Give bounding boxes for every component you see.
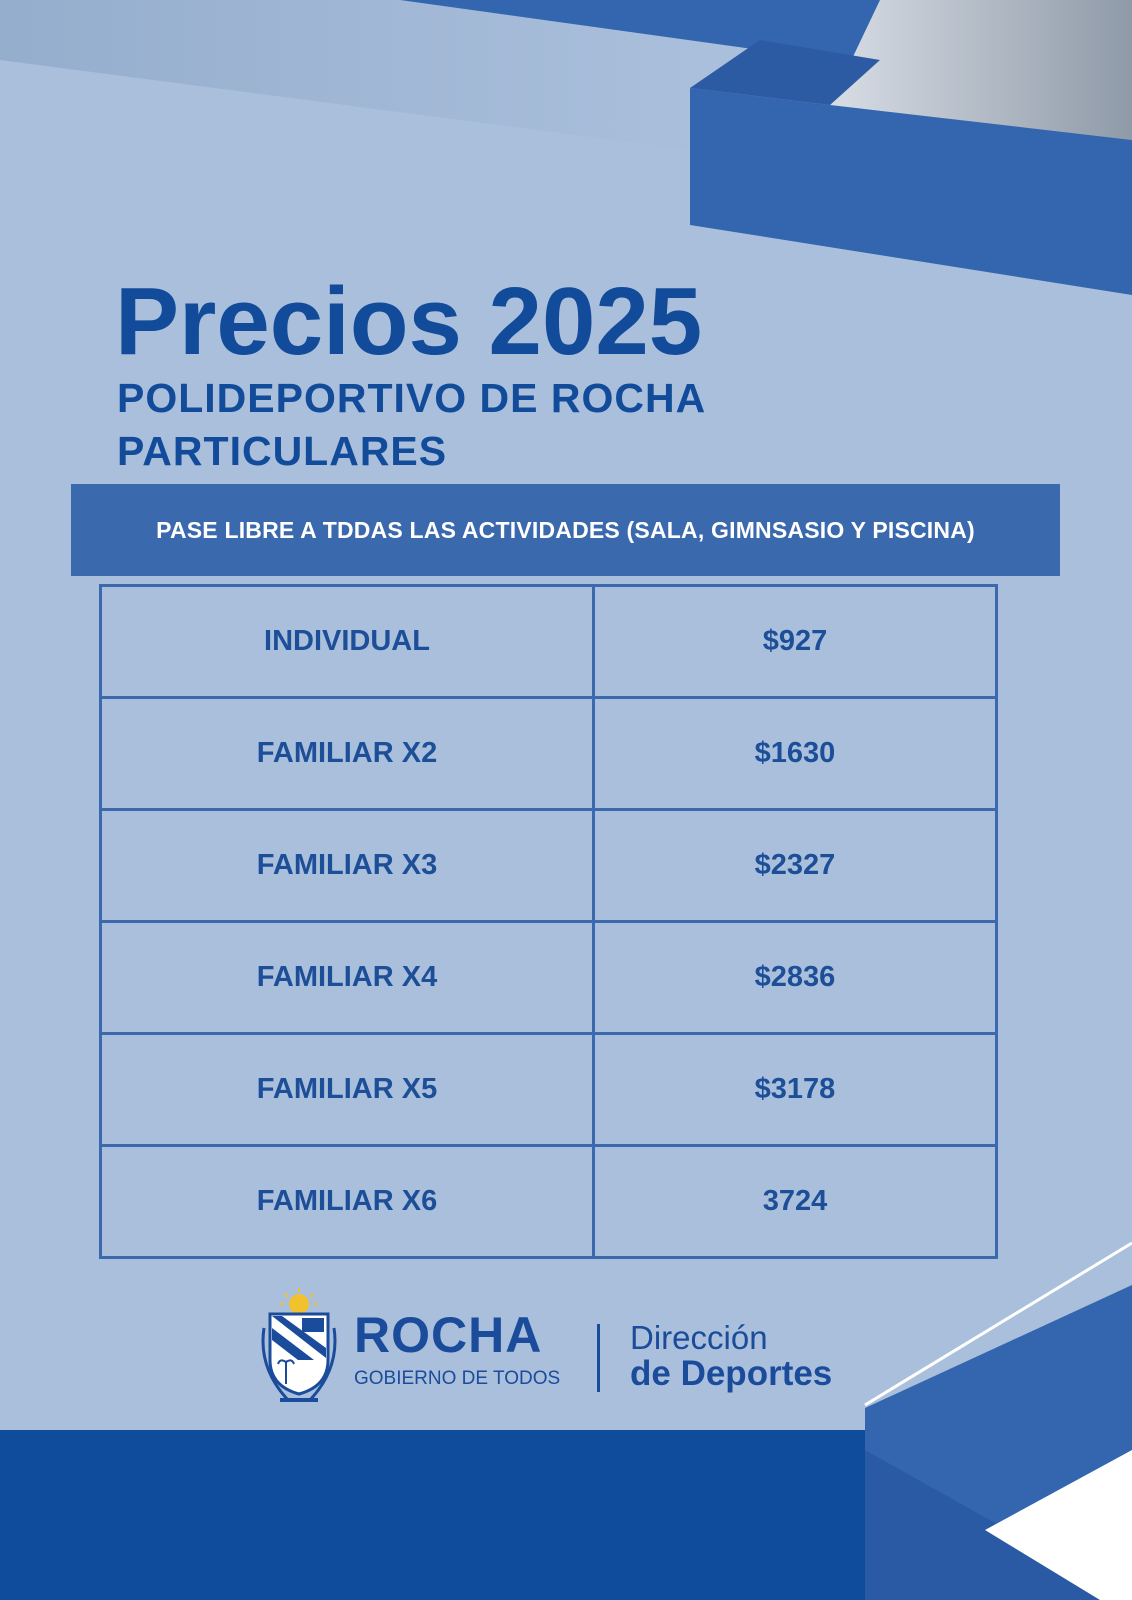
department-label-line2: de Deportes [630,1354,833,1393]
logo-wordmark: ROCHA [354,1307,543,1363]
logo-tagline: GOBIERNO DE TODOS [354,1368,561,1389]
footer-logo [258,1288,858,1418]
plan-cell: FAMILIAR X5 [101,1034,594,1146]
page-title: Precios 2025 [115,268,703,375]
price-table [99,584,998,1259]
plan-cell: FAMILIAR X6 [101,1146,594,1258]
pass-banner: PASE LIBRE A TDDAS LAS ACTIVIDADES (SALA, GIMNSASIO Y PISCINA) [71,484,1060,576]
price-cell: $927 [594,586,997,698]
price-cell: $2327 [594,810,997,922]
table-row [101,1034,997,1146]
rocha-coat-of-arms-icon [258,1288,340,1408]
table-row [101,810,997,922]
price-cell: $2836 [594,922,997,1034]
logo-divider [597,1324,600,1392]
plan-cell: INDIVIDUAL [101,586,594,698]
venue-subtitle: POLIDEPORTIVO DE ROCHA [117,375,707,421]
plan-cell: FAMILIAR X4 [101,922,594,1034]
audience-subtitle: PARTICULARES [117,428,448,474]
table-row [101,586,997,698]
plan-cell: FAMILIAR X3 [101,810,594,922]
price-cell: $1630 [594,698,997,810]
department-label-line1: Dirección [630,1319,768,1356]
price-cell: 3724 [594,1146,997,1258]
price-cell: $3178 [594,1034,997,1146]
table-row [101,1146,997,1258]
table-row [101,922,997,1034]
table-row [101,698,997,810]
plan-cell: FAMILIAR X2 [101,698,594,810]
